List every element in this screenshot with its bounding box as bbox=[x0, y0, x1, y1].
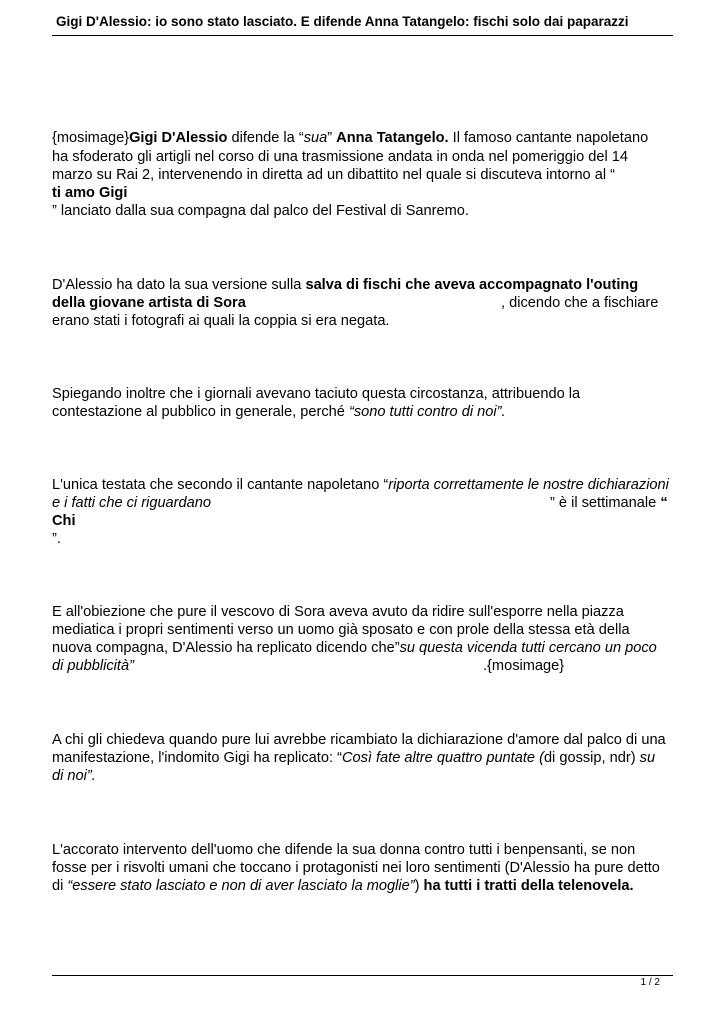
text-run: manifestazione, l'indomito Gigi ha replicato: “ bbox=[52, 750, 342, 766]
text-line bbox=[52, 512, 76, 530]
text-line bbox=[52, 294, 246, 312]
text-run-italic: “essere stato lasciato e non di aver lasciato la moglie” bbox=[67, 878, 415, 894]
text-line bbox=[52, 129, 648, 147]
text-run bbox=[550, 494, 668, 512]
text-run: contestazione al pubblico in generale, perché bbox=[52, 404, 349, 420]
text-line: A chi gli chiedeva quando pure lui avrebbe ricambiato la dichiarazione d'amore dal palco di una bbox=[52, 732, 666, 748]
text-line bbox=[52, 657, 134, 675]
text-line bbox=[52, 184, 127, 202]
text-run: di gossip, ndr) bbox=[543, 750, 640, 766]
text-line: Spiegando inoltre che i giornali avevano taciuto questa circostanza, attribuendo la bbox=[52, 386, 581, 402]
text-line: erano stati i fotografi ai quali la coppia si era negata. bbox=[52, 313, 390, 329]
person-name: Gigi D'Alessio bbox=[129, 130, 228, 146]
text-line bbox=[52, 749, 655, 767]
person-name: Anna Tatangelo. bbox=[336, 130, 449, 146]
text-run-italic: Così fate altre quattro puntate ( bbox=[341, 750, 544, 766]
text-line: marzo su Rai 2, intervenendo in diretta ad un dibattito nel quale si discuteva intorno al “ bbox=[52, 167, 615, 183]
text-line: fosse per i risvolti umani che toccano i protagonisti nei loro sentimenti (D'Alessio ha pure detto bbox=[52, 860, 660, 876]
text-run: ” è il settimanale bbox=[550, 495, 661, 511]
text-run-bold: salva di fischi che aveva accompagnato l'outing bbox=[305, 277, 639, 293]
text-line bbox=[52, 403, 506, 421]
text-run-bold: ha tutti i tratti della telenovela. bbox=[423, 878, 634, 894]
text-run-italic: di noi”. bbox=[52, 768, 96, 784]
text-line bbox=[52, 877, 634, 895]
text-run-italic: su questa vicenda tutti cercano un poco bbox=[399, 640, 657, 656]
header-divider bbox=[52, 35, 673, 36]
text-line bbox=[52, 476, 669, 494]
text-line: ha sfoderato gli artigli nel corso di una trasmissione andata in onda nel pomeriggio del 14 bbox=[52, 149, 628, 165]
quoted-phrase: ti amo Gigi bbox=[52, 185, 128, 201]
text-line: E all'obiezione che pure il vescovo di Sora aveva avuto da ridire sull'esporre nella piazza bbox=[52, 604, 624, 620]
text-run: difende la “ bbox=[227, 130, 304, 146]
text-run: D'Alessio ha dato la sua versione sulla bbox=[52, 277, 306, 293]
page-number: 1 / 2 bbox=[640, 977, 660, 988]
text-run: Il famoso cantante napoletano bbox=[448, 130, 649, 146]
text-run-italic: di pubblicità” bbox=[52, 658, 134, 674]
text-run: nuova compagna, D'Alessio ha replicato dicendo che” bbox=[52, 640, 400, 656]
text-run: L'unica testata che secondo il cantante napoletano “ bbox=[52, 477, 389, 493]
text-line bbox=[52, 767, 96, 785]
text-run-italic: riporta correttamente le nostre dichiarazioni bbox=[388, 477, 669, 493]
text-run-bold: della giovane artista di Sora bbox=[52, 295, 246, 311]
text-run-italic: e i fatti che ci riguardano bbox=[52, 495, 211, 511]
text-run: , dicendo che a fischiare bbox=[501, 295, 659, 311]
text-line: ”. bbox=[52, 531, 61, 547]
placeholder-token: {mosimage} bbox=[52, 130, 130, 146]
placeholder-token: .{mosimage} bbox=[483, 658, 565, 674]
text-run-italic: “sono tutti contro di noi”. bbox=[348, 404, 506, 420]
text-line bbox=[52, 494, 211, 512]
text-line: L'accorato intervento dell'uomo che difende la sua donna contro tutti i benpensanti, se non bbox=[52, 842, 636, 858]
text-run: ” bbox=[327, 130, 337, 146]
document-title: Gigi D'Alessio: io sono stato lasciato. E difende Anna Tatangelo: fischi solo dai paparazzi bbox=[56, 14, 629, 29]
text-run-italic: su bbox=[639, 750, 656, 766]
text-line: ” lanciato dalla sua compagna dal palco del Festival di Sanremo. bbox=[52, 203, 469, 219]
text-line: mediatica i propri sentimenti verso un uomo già sposato e con prole della stessa età della bbox=[52, 622, 630, 638]
text-run: di bbox=[52, 878, 68, 894]
text-line bbox=[52, 639, 657, 657]
text-run-bold: “ bbox=[660, 495, 668, 511]
footer-divider bbox=[52, 975, 673, 976]
text-line bbox=[52, 276, 638, 294]
text-run-italic: sua bbox=[303, 130, 328, 146]
magazine-name: Chi bbox=[52, 513, 76, 529]
text-run: ) bbox=[414, 878, 424, 894]
